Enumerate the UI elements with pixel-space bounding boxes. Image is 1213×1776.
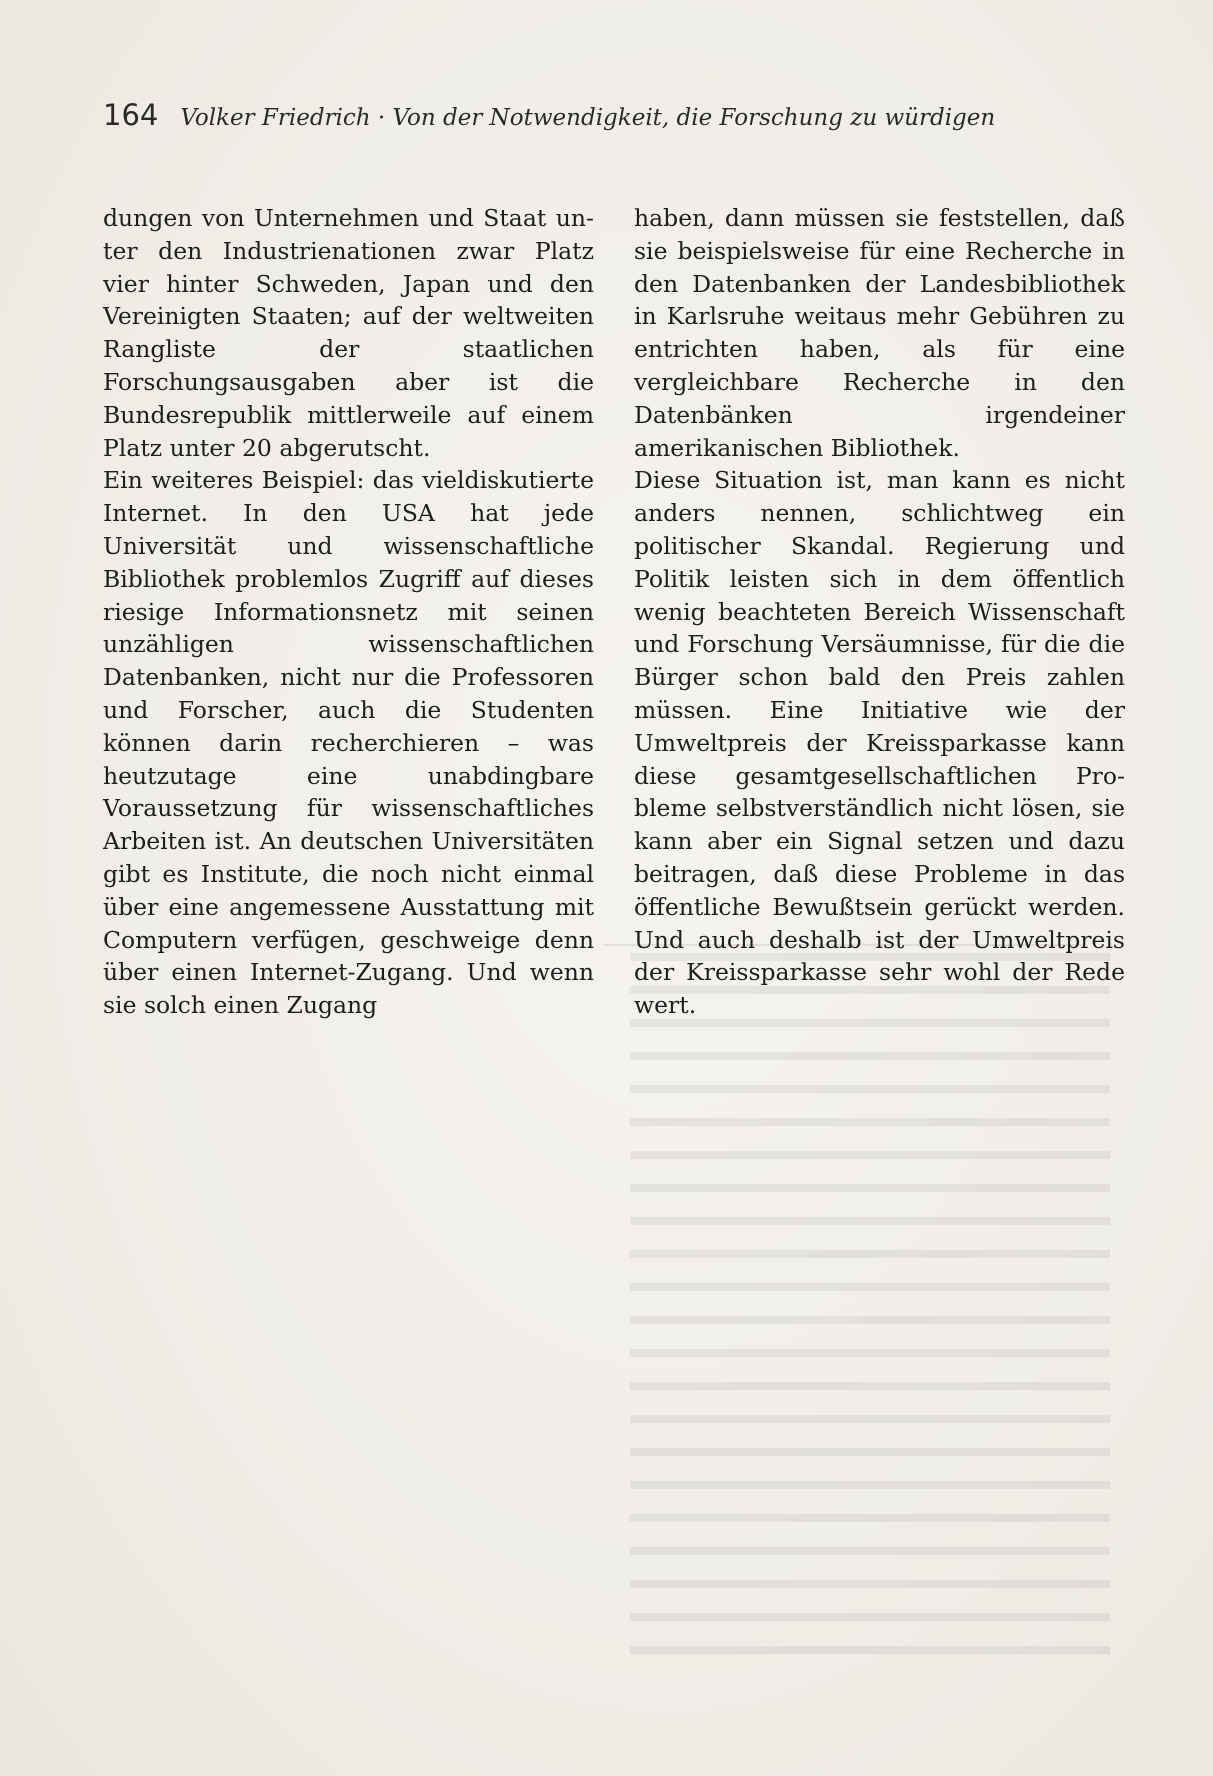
show-through-shadow <box>630 935 1110 1655</box>
paragraph: dungen von Unternehmen und Staat unter den Industrienationen zwar Platz vier hinter Schweden, Japan und den Vereinigten Staaten; auf der weltweiten Rangliste der staatlichen Forschungsausgaben aber ist die Bundesrepublik mittlerweile auf einem Platz unter 20 abgerutscht. <box>103 204 594 462</box>
paragraph: Ein weiteres Beispiel: das vieldiskutierte Internet. In den USA hat jede Universität und wissenschaftliche Bibliothek problemlos Zugriff auf dieses riesige Informationsnetz mit seinen unzähligen wissenschaftlichen Datenbanken, nicht nur die Professoren und Forscher, auch die Studenten können darin recherchieren – was heutzutage eine unabdingbare Voraussetzung für wissenschaftliches Arbeiten ist. An deutschen Universitäten gibt es Institute, die noch nicht einmal über eine angemessene Ausstattung mit Computern verfügen, geschweige denn über einen Internet-Zugang. Und wenn sie solch einen Zugang <box>103 466 594 1020</box>
left-column <box>103 202 594 1022</box>
page-number: 164 <box>103 98 159 132</box>
right-column <box>634 202 1125 1022</box>
paragraph: Diese Situation ist, man kann es nicht anders nennen, schlichtweg ein politischer Skandal. Regierung und Politik leisten sich in dem öffentlich wenig beachteten Bereich Wissenschaft und Forschung Versäumnisse, für die die Bürger schon bald den Preis zahlen müssen. Eine Initiative wie der Umweltpreis der Kreissparkasse kann diese gesamtgesellschaftlichen Probleme selbstverständlich nicht lösen, sie kann aber ein Signal setzen und dazu beitragen, daß diese Probleme in das öffentliche Bewußtsein gerückt werden. Und auch deshalb ist der Umweltpreis der Kreissparkasse sehr wohl der Rede wert. <box>634 466 1125 1020</box>
paragraph: haben, dann müssen sie feststellen, daß sie beispielsweise für eine Recherche in den Datenbanken der Landesbibliothek in Karlsruhe weitaus mehr Gebühren zu entrichten haben, als für eine vergleichbare Recherche in den Datenbänken irgendeiner amerikanischen Bibliothek. <box>634 204 1125 462</box>
running-header <box>103 98 995 148</box>
running-title: Volker Friedrich · Von der Notwendigkeit, die Forschung zu würdigen <box>180 105 996 131</box>
